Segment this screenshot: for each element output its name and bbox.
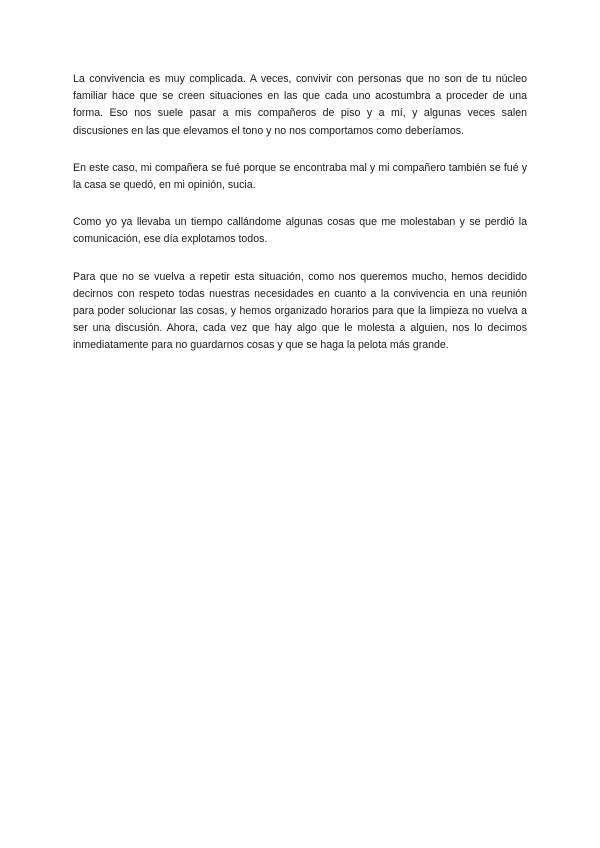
document-body [73,71,527,375]
paragraph-4: Para que no se vuelva a repetir esta situación, como nos queremos mucho, hemos decidido decirnos con respeto todas nuestras necesidades en cuanto a la convivencia en una reunión para poder solucionar las cosas, y hemos organizado horarios para que la limpieza no vuelva a ser una discusión. Ahora, cada vez que hay algo que le molesta a alguien, nos lo decimos inmediatamente para no guardarnos cosas y que se haga la pelota más grande. [73,270,527,352]
paragraph-1: La convivencia es muy complicada. A veces, convivir con personas que no son de tu núcleo familiar hace que se creen situaciones en las que cada uno acostumbra a proceder de una forma. Eso nos suele pasar a mis compañeros de piso y a mí, y algunas veces salen discusiones en las que elevamos el tono y no nos comportamos como deberíamos. [73,73,527,137]
paragraph-3: Como yo ya llevaba un tiempo callándome algunas cosas que me molestaban y se perdió la comunicación, ese día explotamos todos. [73,216,527,246]
paragraph-2: En este caso, mi compañera se fué porque se encontraba mal y mi compañero también se fué y la casa se quedó, en mi opinión, sucia. [73,161,527,192]
